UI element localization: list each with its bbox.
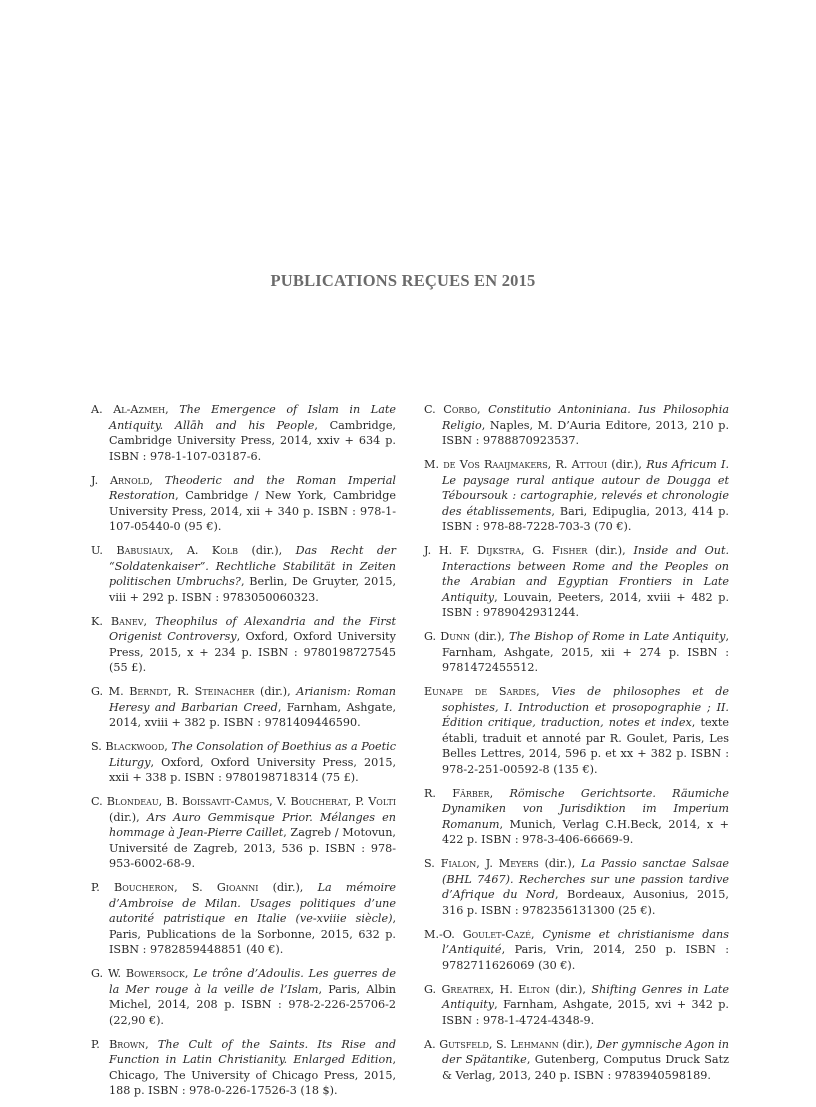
- bibliography-entry: [424, 856, 729, 918]
- entry-title: The Emergence of Islam in Late Antiquity. Allāh and his People: [109, 403, 396, 432]
- entry-title: The Bishop of Rome in Late Antiquity: [509, 630, 726, 643]
- entry-separator: ,: [536, 685, 552, 698]
- entry-details: , Munich, Verlag C.H.Beck, 2014, x + 422 p. ISBN : 978-3-406-66669-9.: [442, 817, 729, 846]
- entry-author: A. Gutsfeld, S. Lehmann: [424, 1037, 559, 1051]
- entry-title: Römische Gerichtsorte. Räumiche Dynamiken von Jurisdiktion im Imperium Romanum: [442, 786, 730, 831]
- entry-title: Vies de philosophes et de sophistes, I. Introduction et prosopographie ; II. Édition critique, traduction, notes et index: [442, 685, 729, 729]
- bibliography-entry: [91, 614, 396, 676]
- entry-author: G. M. Berndt, R. Steinacher: [91, 685, 255, 698]
- entry-author: J. H. F. Dijkstra, G. Fisher: [424, 544, 588, 557]
- entry-details: , Naples, M. D’Auria Editore, 2013, 210 p. ISBN : 9788870923537.: [442, 418, 729, 447]
- entry-author: G. Greatrex, H. Elton: [424, 982, 550, 996]
- entry-separator: ,: [530, 927, 543, 941]
- entry-details: , Paris, Vrin, 2014, 250 p. ISBN : 9782711626069 (30 €).: [442, 943, 729, 972]
- entry-author: A. Al-Azmeh: [91, 403, 166, 416]
- bibliography-entry: [91, 794, 396, 872]
- entry-separator: ,: [165, 403, 180, 416]
- entry-author: S. Blackwood: [91, 740, 165, 753]
- entry-author: J. Arnold: [91, 473, 150, 487]
- bibliography-entry: [424, 927, 729, 974]
- entry-separator: (dir.),: [254, 685, 297, 698]
- bibliography-entry: [424, 1037, 729, 1084]
- bibliography-entry: [91, 402, 396, 464]
- entry-separator: (dir.),: [558, 1037, 597, 1051]
- entry-details: , Chicago, The University of Chicago Press, 2015, 188 p. ISBN : 978-0-226-17526-3 (18 $).: [109, 1053, 396, 1097]
- entry-title: Inside and Out. Interactions between Rome and the Peoples on the Arabian and Egyptian Frontiers in Late Antiquity: [442, 544, 730, 604]
- entry-separator: ,: [143, 614, 156, 628]
- entry-title: Arianism: Roman Heresy and Barbarian Creed: [109, 685, 397, 714]
- entry-separator: ,: [145, 1037, 158, 1051]
- entry-details: , Cambridge, Cambridge University Press, 2014, xxiv + 634 p. ISBN : 978-1-107-03187-6.: [109, 418, 396, 463]
- entry-separator: ,: [149, 473, 165, 487]
- bibliography-entry: [424, 786, 729, 848]
- entry-details: , Paris, Publications de la Sorbonne, 2015, 632 p. ISBN : 9782859448851 (40 €).: [109, 912, 396, 956]
- entry-separator: ,: [164, 740, 172, 753]
- bibliography-entry: [91, 473, 396, 535]
- entry-title: The Cult of the Saints. Its Rise and Function in Latin Christianity. Enlarged Edition: [109, 1037, 396, 1066]
- entry-separator: (dir.),: [587, 544, 634, 557]
- entry-title: Shifting Genres in Late Antiquity: [442, 982, 729, 1011]
- entry-author: K. Banev: [91, 614, 144, 628]
- entry-separator: ,: [477, 403, 489, 416]
- entry-title: Der gymnische Agon in der Spätantike: [442, 1037, 730, 1066]
- entry-details: , Louvain, Peeters, 2014, xviii + 482 p. ISBN : 9789042931244.: [442, 590, 729, 619]
- entry-title: Das Recht der “Soldatenkaiser”. Rechtliche Stabilität in Zeiten politischen Umbruchs?: [109, 544, 397, 588]
- entry-title: Rus Africum I. Le paysage rural antique autour de Dougga et Téboursouk : cartographie, relevés et chronologie des établissements: [442, 458, 730, 518]
- bibliography-entry: [424, 543, 729, 621]
- entry-title: Constitutio Antoniniana. Ius Philosophia Religio: [442, 403, 729, 432]
- entry-title: Theophilus of Alexandria and the First Origenist Controversy: [109, 614, 396, 643]
- entry-separator: (dir.),: [607, 458, 647, 471]
- entry-author: S. Fialon, J. Meyers: [424, 857, 539, 870]
- entry-details: , texte établi, traduit et annoté par R. Goulet, Paris, Les Belles Lettres, 2014, 596 p. et xx + 382 p. ISBN : 978-2-251-00592-8 (135 €).: [442, 716, 729, 776]
- entry-title: Ars Auro Gemmisque Prior. Mélanges en hommage à Jean-Pierre Caillet: [109, 810, 396, 839]
- entry-separator: (dir.),: [238, 544, 296, 557]
- entry-details: , Bari, Edipuglia, 2013, 414 p. ISBN : 978-88-7228-703-3 (70 €).: [442, 504, 729, 533]
- bibliography-entry: [91, 739, 396, 786]
- entry-author: G. W. Bowersock: [91, 967, 185, 980]
- entry-title: La Passio sanctae Salsae (BHL 7467). Recherches sur une passion tardive d’Afrique du Nord: [442, 857, 729, 901]
- entry-author: C. Blondeau, B. Boissavit-Camus, V. Boucherat, P. Volti: [91, 795, 396, 808]
- entry-details: , Farnham, Ashgate, 2014, xviii + 382 p. ISBN : 9781409446590.: [109, 700, 397, 729]
- entry-details: , Zagreb / Motovun, Université de Zagreb, 2013, 536 p. ISBN : 978-953-6002-68-9.: [109, 826, 396, 870]
- bibliography-entry: [424, 684, 729, 777]
- entry-details: , Oxford, Oxford University Press, 2015, x + 234 p. ISBN : 9780198727545 (55 £).: [109, 630, 396, 674]
- entry-separator: (dir.),: [258, 881, 318, 894]
- entry-title: Cynisme et christianisme dans l’Antiquité: [442, 927, 729, 956]
- entry-details: , Oxford, Oxford University Press, 2015, xxii + 338 p. ISBN : 9780198718314 (75 £).: [109, 755, 396, 784]
- bibliography-entry: [91, 684, 396, 731]
- bibliography-entry: [91, 1037, 396, 1099]
- entry-separator: ,: [489, 786, 510, 800]
- entry-author: M.-O. Goulet-Cazé: [424, 927, 531, 941]
- page-title: PUBLICATIONS REÇUES EN 2015: [270, 271, 536, 290]
- bibliography-entry: [91, 543, 396, 605]
- entry-title: The Consolation of Boethius as a Poetic Liturgy: [109, 740, 396, 769]
- bibliography-entry: [91, 966, 396, 1028]
- entry-details: , Farnham, Ashgate, 2015, xii + 274 p. ISBN : 9781472455512.: [442, 630, 729, 674]
- entry-title: La mémoire d’Ambroise de Milan. Usages politiques d’une autorité patristique en Italie (ve-xviiie siècle): [109, 881, 397, 925]
- bibliography-entry: [91, 880, 396, 958]
- entry-details: , Bordeaux, Ausonius, 2015, 316 p. ISBN : 9782356131300 (25 €).: [442, 888, 729, 917]
- bibliography-entry: [424, 457, 729, 535]
- entry-details: , Farnham, Ashgate, 2015, xvi + 342 p. ISBN : 978-1-4724-4348-9.: [442, 998, 729, 1027]
- entry-separator: (dir.),: [469, 630, 510, 643]
- entry-separator: (dir.),: [549, 982, 592, 996]
- entry-author: Eunape de Sardes: [424, 685, 537, 698]
- bibliography-entry: [424, 982, 729, 1029]
- entry-author: M. de Vos Raaijmakers, R. Attoui: [424, 458, 608, 471]
- entry-separator: (dir.),: [109, 810, 147, 824]
- entry-author: P. Boucheron, S. Gioanni: [91, 881, 259, 894]
- entry-title: Le trône d’Adoulis. Les guerres de la Mer rouge à la veille de l’Islam: [109, 967, 396, 996]
- entry-author: G. Dunn: [424, 630, 470, 643]
- entry-author: P. Brown: [91, 1037, 146, 1051]
- entry-details: , Berlin, De Gruyter, 2015, viii + 292 p. ISBN : 9783050060323.: [109, 575, 397, 604]
- entry-title: Theoderic and the Roman Imperial Restoration: [109, 473, 396, 502]
- entry-author: R. Färber: [424, 786, 490, 800]
- right-column: [424, 402, 729, 1092]
- left-column: [91, 402, 396, 1107]
- entry-details: , Paris, Albin Michel, 2014, 208 p. ISBN : 978-2-226-25706-2 (22,90 €).: [109, 982, 396, 1027]
- entry-details: , Cambridge / New York, Cambridge University Press, 2014, xii + 340 p. ISBN : 978-1-107-05440-0 (95 €).: [109, 489, 396, 533]
- entry-details: , Gutenberg, Computus Druck Satz & Verlag, 2013, 240 p. ISBN : 9783940598189.: [442, 1053, 729, 1082]
- entry-separator: ,: [184, 967, 194, 980]
- bibliography-entry: [424, 629, 729, 676]
- entry-separator: (dir.),: [538, 857, 582, 870]
- entry-author: U. Babusiaux, A. Kolb: [91, 544, 239, 557]
- bibliography-entry: [424, 402, 729, 449]
- entry-author: C. Corbo: [424, 403, 478, 416]
